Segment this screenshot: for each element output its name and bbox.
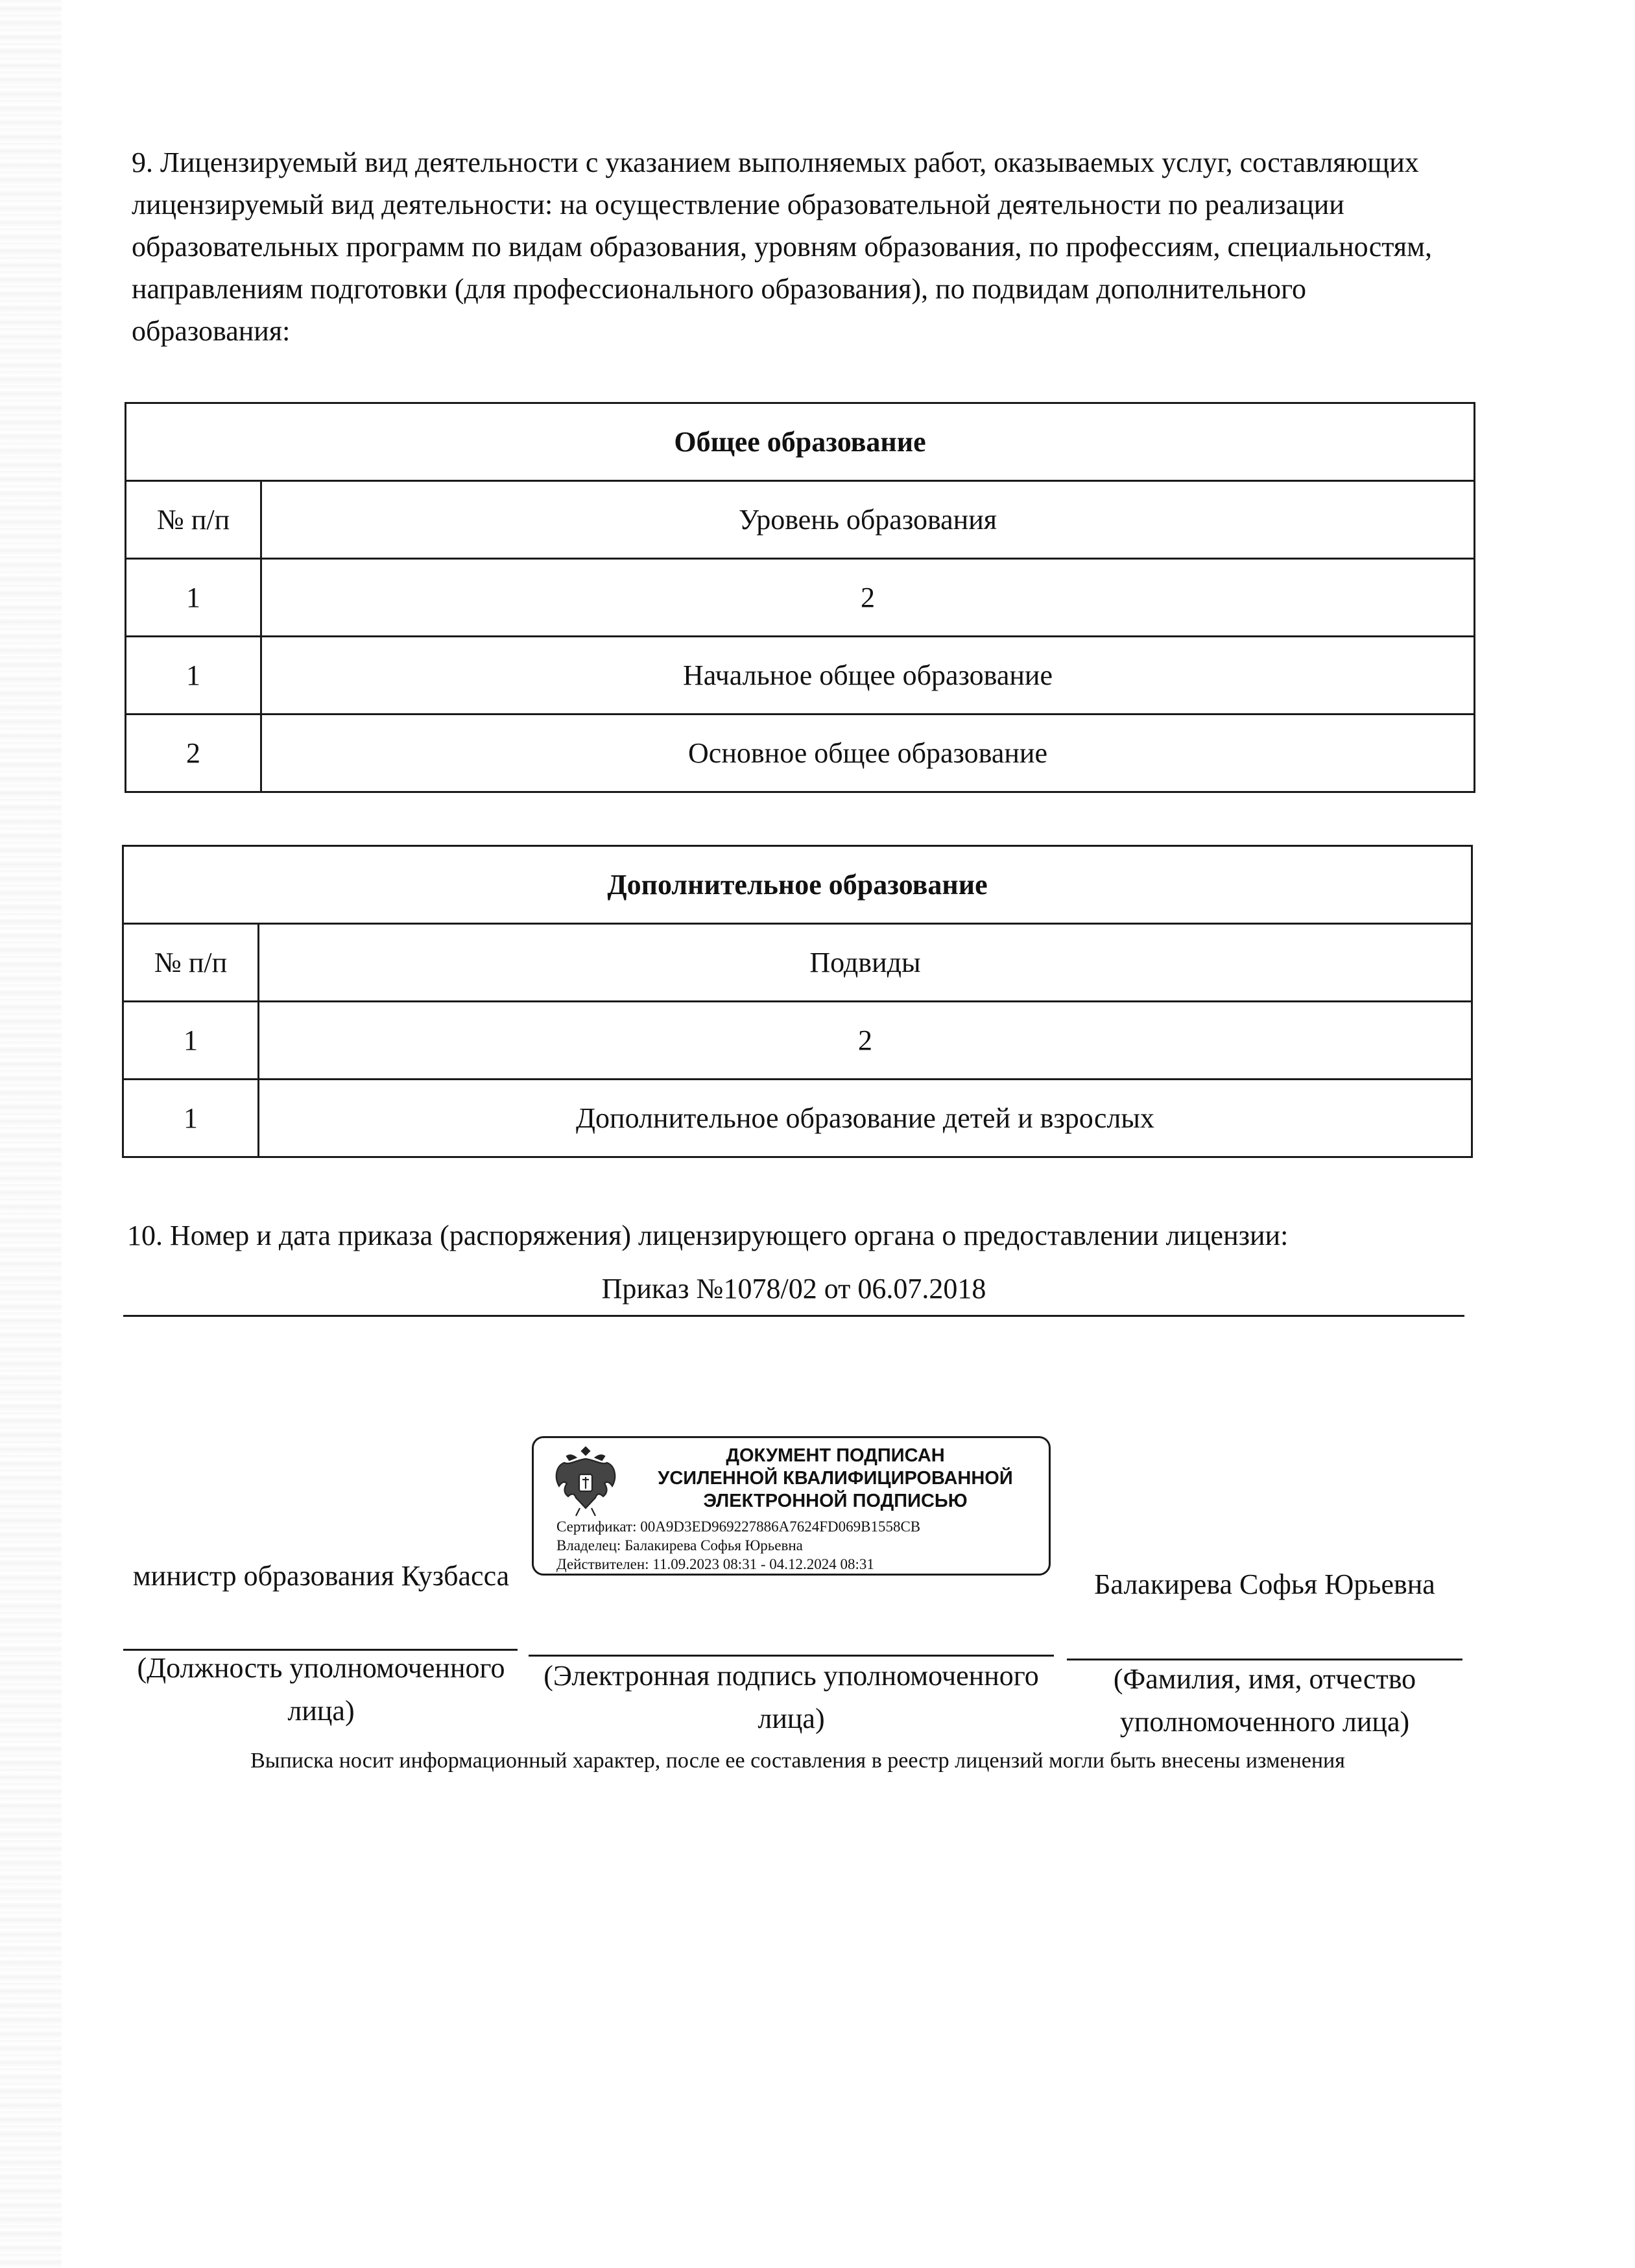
caption-position: (Должность уполномоченного лица) [137,1652,505,1727]
stamp-validity: Действителен: 11.09.2023 08:31 - 04.12.2024 08:31 [556,1556,874,1572]
row-level: Основное общее образование [261,715,1475,792]
row-num: 1 [126,637,261,715]
signer-name: Балакирева Софья Юрьевна [1094,1568,1435,1600]
col-num-header: № п/п [126,481,261,559]
col-index-1: 1 [123,1002,259,1080]
caption-signature: (Электронная подпись уполномоченного лица) [543,1660,1039,1734]
col-num-header: № п/п [123,924,259,1002]
coat-of-arms-icon [550,1446,621,1517]
col-level-header: Уровень образования [261,481,1475,559]
col-index-1: 1 [126,559,261,637]
footer-note: Выписка носит информационный характер, после ее составления в реестр лицензий могли быть внесены изменения [250,1749,1345,1773]
stamp-owner: Владелец: Балакирева Софья Юрьевна [556,1537,803,1553]
section-9-text: 9. Лицензируемый вид деятельности с указанием выполняемых работ, оказываемых услуг, составляющих лицензируемый вид деятельности: на осуществление образовательной деятельности по реализации образовательных программ по видам образования, уровням образования, по профессиям, специальностям, направлениям подготовки (для профессионального образования), по подвидам дополнительного образования: [132,147,1433,347]
general-education-title: Общее образование [126,403,1475,481]
table-row [123,1080,1472,1157]
stamp-title [631,1445,1040,1513]
stamp-title-line-2: УСИЛЕННОЙ КВАЛИФИЦИРОВАННОЙ [658,1468,1013,1489]
row-num: 2 [126,715,261,792]
order-underline [123,1315,1464,1317]
stamp-details [556,1517,920,1574]
table-row [126,637,1475,715]
row-level: Начальное общее образование [261,637,1475,715]
stamp-title-line-1: ДОКУМЕНТ ПОДПИСАН [726,1445,945,1466]
scan-edge-artifact [0,0,62,2268]
col-index-2: 2 [259,1002,1472,1080]
table-row [126,715,1475,792]
col-subtype-header: Подвиды [259,924,1472,1002]
additional-education-table [122,845,1473,1158]
row-subtype: Дополнительное образование детей и взрослых [259,1080,1472,1157]
general-education-table [125,402,1475,793]
signer-position: министр образования Кузбасса [132,1560,510,1592]
col-index-2: 2 [261,559,1475,637]
order-number: Приказ №1078/02 от 06.07.2018 [601,1273,986,1305]
row-num: 1 [123,1080,259,1157]
stamp-title-line-3: ЭЛЕКТРОННОЙ ПОДПИСЬЮ [703,1491,968,1511]
e-signature-stamp [532,1436,1051,1576]
stamp-certificate: Сертификат: 00A9D3ED969227886A7624FD069B1558CB [556,1518,921,1535]
additional-education-title: Дополнительное образование [123,846,1472,924]
section-10-text: 10. Номер и дата приказа (распоряжения) лицензирующего органа о предоставлении лицензии: [127,1220,1289,1251]
caption-name: (Фамилия, имя, отчество уполномоченного лица) [1113,1663,1416,1738]
